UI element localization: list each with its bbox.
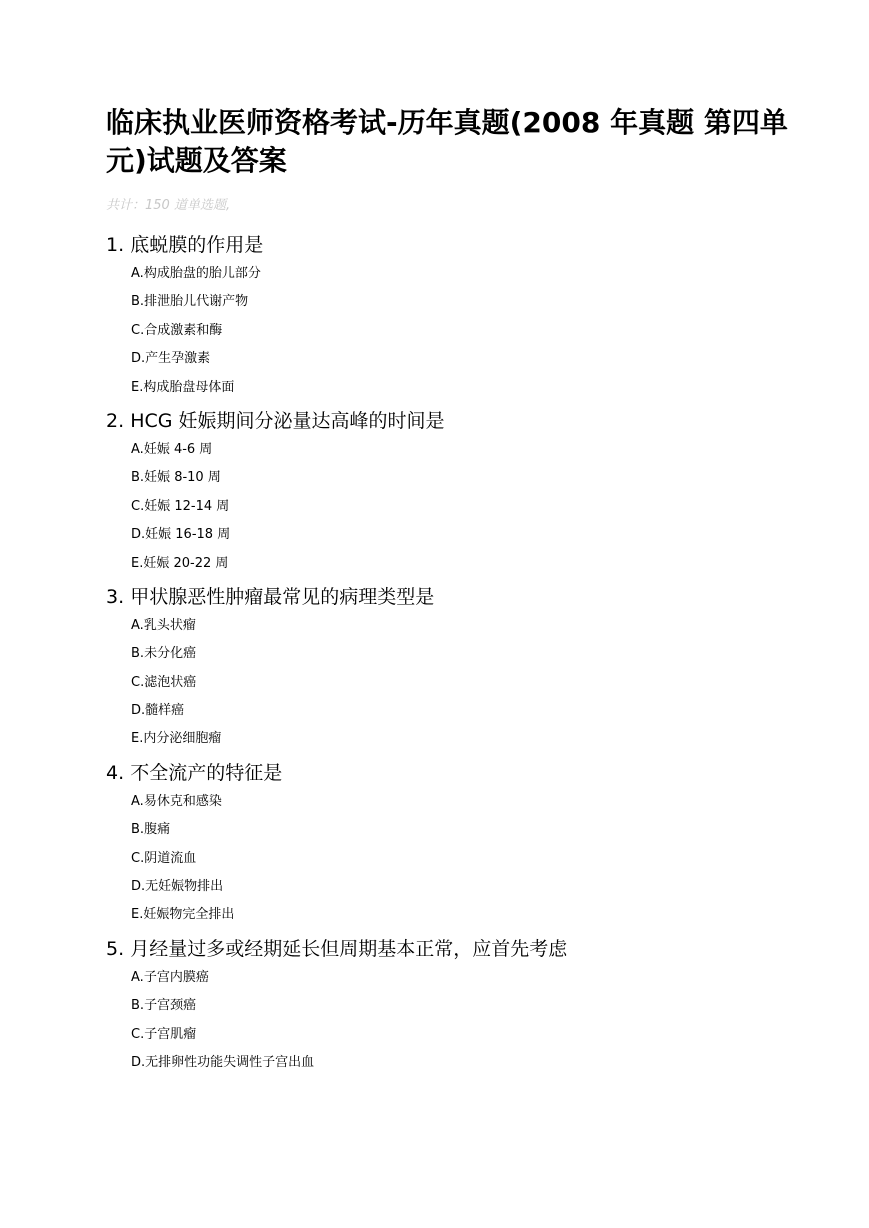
question-item bbox=[106, 231, 806, 407]
question-number: 5 . bbox=[106, 938, 130, 960]
option-list bbox=[131, 617, 806, 759]
option-text: 妊娠 20-22 周 bbox=[143, 555, 229, 571]
question-text: 月经量过多或经期延长但周期基本正常，应首先考虑 bbox=[130, 937, 568, 960]
answer-option bbox=[131, 969, 806, 997]
answer-option bbox=[131, 645, 806, 673]
question-stem bbox=[106, 759, 806, 787]
option-letter: A . bbox=[131, 970, 144, 985]
option-text: 产生孕激素 bbox=[145, 351, 211, 367]
option-text: 合成激素和酶 bbox=[144, 322, 223, 338]
answer-option bbox=[131, 1026, 806, 1054]
answer-option bbox=[131, 441, 806, 469]
answer-option bbox=[131, 265, 806, 293]
option-text: 妊娠 16-18 周 bbox=[145, 527, 231, 543]
answer-option bbox=[131, 850, 806, 878]
question-number: 1 . bbox=[106, 234, 130, 256]
option-letter: E . bbox=[131, 907, 143, 922]
option-letter: C . bbox=[131, 323, 144, 338]
question-item bbox=[106, 935, 806, 1083]
option-letter: C . bbox=[131, 499, 144, 514]
answer-option bbox=[131, 293, 806, 321]
option-letter: D . bbox=[131, 351, 145, 366]
answer-option bbox=[131, 1054, 806, 1082]
option-letter: B . bbox=[131, 646, 144, 661]
answer-option bbox=[131, 322, 806, 350]
question-stem bbox=[106, 935, 806, 963]
question-count-summary: 共计：150 道单选题, bbox=[106, 198, 231, 213]
answer-option bbox=[131, 821, 806, 849]
option-letter: C . bbox=[131, 851, 144, 866]
answer-option bbox=[131, 878, 806, 906]
option-letter: B . bbox=[131, 470, 144, 485]
question-item bbox=[106, 759, 806, 935]
option-text: 未分化癌 bbox=[144, 646, 197, 662]
question-stem bbox=[106, 231, 806, 259]
option-text: 子宫肌瘤 bbox=[144, 1026, 197, 1042]
option-letter: E . bbox=[131, 380, 143, 395]
question-item bbox=[106, 407, 806, 583]
answer-option bbox=[131, 469, 806, 497]
option-letter: B . bbox=[131, 822, 144, 837]
option-text: 无排卵性功能失调性子宫出血 bbox=[145, 1054, 315, 1070]
answer-option bbox=[131, 617, 806, 645]
answer-option bbox=[131, 379, 806, 407]
option-letter: A . bbox=[131, 618, 144, 633]
option-letter: A . bbox=[131, 442, 144, 457]
option-text: 无妊娠物排出 bbox=[145, 879, 224, 895]
option-letter: C . bbox=[131, 1027, 144, 1042]
question-text: 甲状腺恶性肿瘤最常见的病理类型是 bbox=[130, 585, 435, 608]
option-text: 排泄胎儿代谢产物 bbox=[144, 294, 249, 310]
answer-option bbox=[131, 498, 806, 526]
option-text: 妊娠 4-6 周 bbox=[143, 441, 213, 457]
answer-option bbox=[131, 793, 806, 821]
option-list bbox=[131, 793, 806, 935]
option-text: 易休克和感染 bbox=[143, 793, 222, 809]
option-text: 妊娠 12-14 周 bbox=[144, 498, 230, 514]
answer-option bbox=[131, 555, 806, 583]
option-text: 构成胎盘母体面 bbox=[143, 379, 235, 395]
option-text: 妊娠 8-10 周 bbox=[144, 470, 221, 486]
answer-option bbox=[131, 906, 806, 934]
option-letter: D . bbox=[131, 703, 145, 718]
answer-option bbox=[131, 997, 806, 1025]
question-text: HCG 妊娠期间分泌量达高峰的时间是 bbox=[130, 409, 445, 432]
option-letter: D . bbox=[131, 879, 145, 894]
option-letter: E . bbox=[131, 731, 143, 746]
question-stem bbox=[106, 407, 806, 435]
option-text: 子宫内膜癌 bbox=[143, 969, 209, 985]
question-number: 2 . bbox=[106, 410, 130, 432]
option-list bbox=[131, 969, 806, 1083]
question-number: 3 . bbox=[106, 586, 130, 608]
answer-option bbox=[131, 674, 806, 702]
answer-option bbox=[131, 702, 806, 730]
option-letter: E . bbox=[131, 556, 143, 571]
option-list bbox=[131, 441, 806, 583]
option-list bbox=[131, 265, 806, 407]
option-text: 乳头状瘤 bbox=[143, 617, 196, 633]
option-text: 子宫颈癌 bbox=[144, 998, 197, 1014]
option-letter: D . bbox=[131, 527, 145, 542]
option-letter: D . bbox=[131, 1055, 145, 1070]
option-text: 腹痛 bbox=[144, 822, 171, 838]
question-text: 底蜕膜的作用是 bbox=[130, 234, 264, 256]
option-letter: B . bbox=[131, 294, 144, 309]
question-stem bbox=[106, 583, 806, 611]
option-text: 滤泡状癌 bbox=[144, 674, 197, 690]
answer-option bbox=[131, 350, 806, 378]
document-title: 临床执业医师资格考试-历年真题(2008 年真题 第四单元)试题及答案 bbox=[106, 106, 788, 177]
question-item bbox=[106, 583, 806, 759]
option-text: 髓样癌 bbox=[145, 703, 185, 719]
answer-option bbox=[131, 730, 806, 758]
option-letter: A . bbox=[131, 266, 144, 281]
option-letter: C . bbox=[131, 675, 144, 690]
answer-option bbox=[131, 526, 806, 554]
option-text: 妊娠物完全排出 bbox=[143, 907, 235, 923]
option-text: 构成胎盘的胎儿部分 bbox=[143, 266, 261, 281]
option-letter: B . bbox=[131, 998, 144, 1013]
question-number: 4 . bbox=[106, 762, 130, 784]
question-text: 不全流产的特征是 bbox=[130, 761, 283, 784]
option-text: 内分泌细胞瘤 bbox=[143, 731, 222, 747]
option-text: 阴道流血 bbox=[144, 850, 197, 866]
question-list bbox=[106, 231, 806, 1082]
option-letter: A . bbox=[131, 794, 144, 809]
